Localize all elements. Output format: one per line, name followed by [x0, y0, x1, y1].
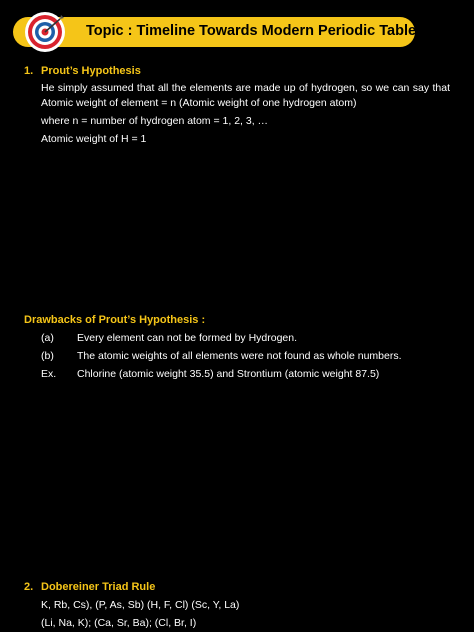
section-number: 1. [24, 65, 34, 77]
drawbacks-heading: Drawbacks of Prout’s Hypothesis : [24, 314, 206, 326]
section-title: Prout’s Hypothesis [41, 65, 141, 77]
drawback-label: (b) [41, 350, 54, 362]
drawback-label: Ex. [41, 368, 57, 380]
prout-line-hydrogen: Atomic weight of H = 1 [41, 133, 147, 145]
page-title: Topic : Timeline Towards Modern Periodic Table [86, 23, 417, 39]
triad-line: K, Rb, Cs), (P, As, Sb) (H, F, Cl) (Sc, Y, La) [41, 599, 240, 611]
section-heading-prout [24, 65, 141, 77]
drawback-text: The atomic weights of all elements were not found as whole numbers. [77, 350, 402, 362]
target-icon [24, 11, 66, 53]
drawback-text: Every element can not be formed by Hydrogen. [77, 332, 298, 344]
drawback-label: (a) [41, 332, 54, 344]
section-number: 2. [24, 581, 34, 593]
prout-line-where: where n = number of hydrogen atom = 1, 2, 3, … [41, 115, 269, 127]
drawback-text: Chlorine (atomic weight 35.5) and Strontium (atomic weight 87.5) [77, 368, 380, 380]
triad-line: (Li, Na, K); (Ca, Sr, Ba); (Cl, Br, I) [41, 617, 197, 629]
prout-paragraph: He simply assumed that all the elements are made up of hydrogen, so we can say that Atomic weight of element = n (Atomic weight of one hydrogen atom) [41, 82, 450, 109]
section-title: Dobereiner Triad Rule [41, 581, 156, 593]
section-heading-dobereiner [24, 581, 155, 593]
